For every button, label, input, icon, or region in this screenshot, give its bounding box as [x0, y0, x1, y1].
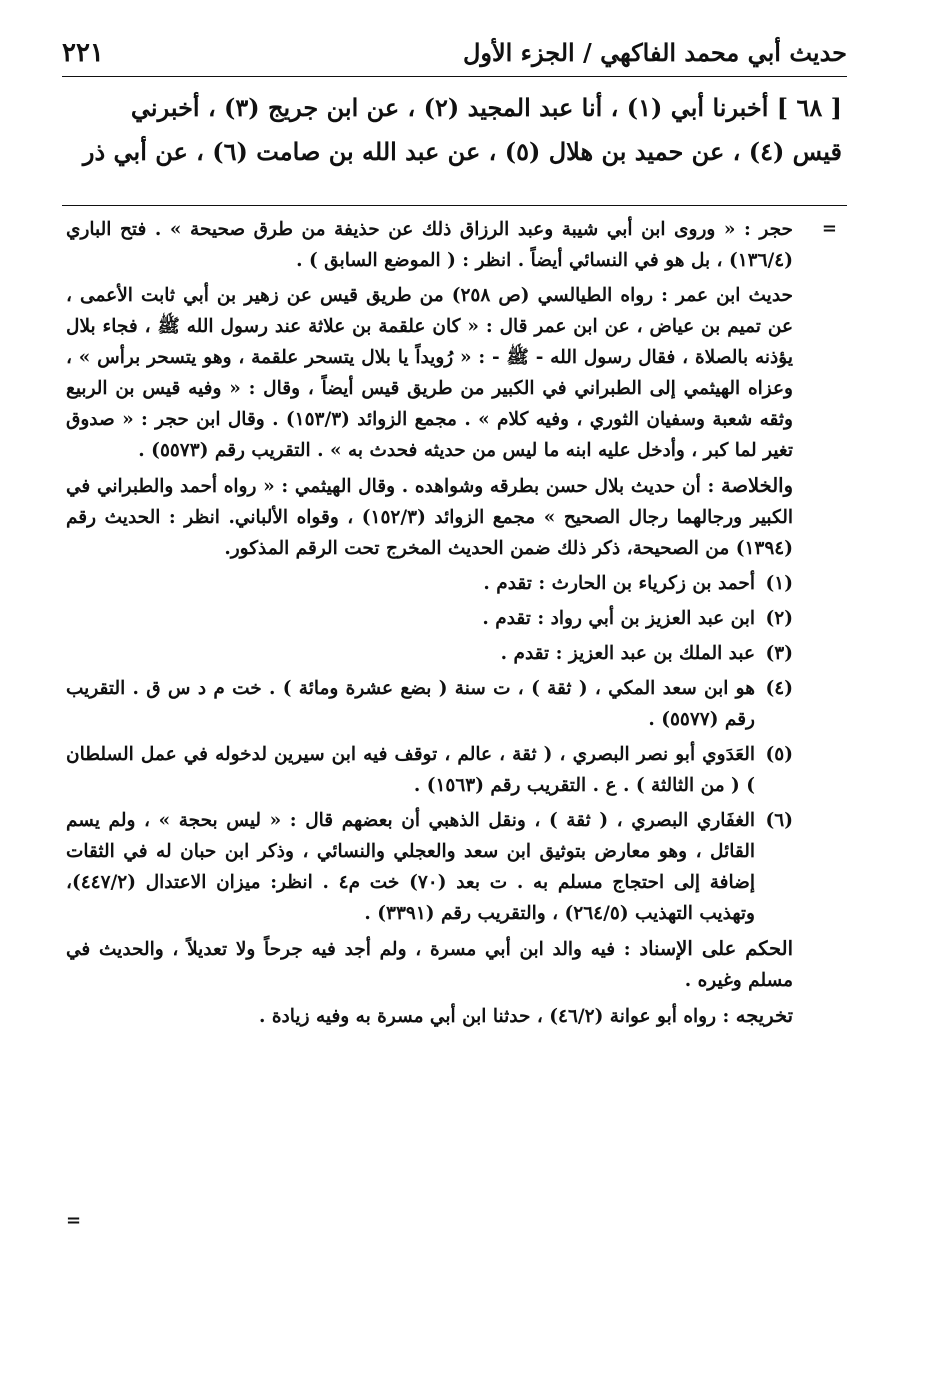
footnote-1: [66, 568, 793, 599]
footnote-text: الغفَاري البصري ، ( ثقة ) ، ونقل الذهبي أن بعضهم قال : « ليس بحجة » ، ولم يسم القائل ، وهو معارض بتوثيق ابن سعد والعجلي والنسائي ، وذكر ابن حبان له في الثقات إضافة إلى احتجاج مسلم به . ت بعد (٧٠) خت م٤ . انظر: ميزان الاعتدال (٤٤٧/٢)، وتهذيب التهذيب (٢٦٤/٥) ، والتقريب رقم (٣٣٩١) .: [66, 810, 755, 924]
footnote-number: (٢): [765, 608, 793, 629]
isnad-ruling-label: الحكم على الإسناد: [639, 937, 793, 960]
footnote-number: (٤): [765, 678, 793, 699]
footnote-text: ابن عبد العزيز بن أبي رواد : تقدم .: [482, 608, 755, 629]
footnote-text: العَدَوي أبو نصر البصري ، ( ثقة ، عالم ، توقف فيه ابن سيرين لدخوله في عمل السلطان ) ( من الثالثة ) . ع . التقريب رقم (١٥٦٣) .: [66, 744, 755, 796]
footnote-separator: [62, 205, 847, 206]
footnote-number: (١): [765, 573, 793, 594]
footnote-2: [66, 603, 793, 634]
isnad-ruling: [66, 933, 793, 996]
footnote-continuation: حجر : « وروى ابن أبي شيبة وعبد الرزاق ذلك عن حذيفة من طرق صحيحة » . فتح الباري (١٣٦/٤) ، بل هو في النسائي أيضاً . انظر : ( الموضع السابق ) .: [66, 219, 793, 271]
takhrij-label: تخريجه: [735, 1004, 793, 1027]
takhrij-text: : رواه أبو عوانة (٤٦/٢) ، حدثنا ابن أبي مسرة به وفيه زيادة .: [258, 1006, 730, 1027]
summary-label: والخلاصة: [720, 474, 793, 497]
footnote-6: [66, 805, 793, 929]
footnote-4: [66, 673, 793, 735]
footnote-text: هو ابن سعد المكي ، ( ثقة ) ، ت سنة ( بضع عشرة ومائة ) . خت م د س ق . التقريب رقم (٥٥٧٧) .: [66, 678, 755, 730]
summary-text: : أن حديث بلال حسن بطرقه وشواهده . وقال الهيثمي : « رواه أحمد والطبراني في الكبير ورجالهما رجال الصحيح » مجمع الزوائد (١٥٢/٣) ، وقواه الألباني. انظر : الحديث رقم (١٣٩٤) من الصحيحة، ذكر ذلك ضمن الحديث المخرج تحت الرقم المذكور.: [66, 476, 793, 559]
footnote-text: عبد الملك بن عبد العزيز : تقدم .: [500, 643, 755, 664]
main-text: [62, 86, 842, 174]
continued-mark: =: [66, 1210, 82, 1231]
page-header: [62, 34, 847, 74]
footnote-number: (٦): [765, 810, 793, 831]
running-title: حديث أبي محمد الفاكهي / الجزء الأول: [462, 38, 847, 67]
footnotes: [66, 214, 793, 1036]
footnote-number: (٥): [765, 744, 793, 765]
footnote-paragraph: [66, 470, 793, 564]
main-line: [ ٦٨ ] أخبرنا أبي (١) ، أنا عبد المجيد (٢) ، عن ابن جريج (٣) ، أخبرني: [130, 93, 842, 122]
footnote-text: أحمد بن زكرياء بن الحارث : تقدم .: [483, 573, 755, 594]
footnote-3: [66, 638, 793, 669]
main-line: قيس (٤) ، عن حميد بن هلال (٥) ، عن عبد الله بن صامت (٦) ، عن أبي ذر: [82, 137, 842, 166]
footnote-5: [66, 739, 793, 801]
continuation-mark: =: [821, 218, 837, 239]
footnote-number: (٣): [765, 643, 793, 664]
takhrij: [66, 1000, 793, 1032]
footnote-paragraph: حديث ابن عمر : رواه الطيالسي (ص ٢٥٨) من طريق قيس عن زهير بن أبي ثابت الأعمى ، عن تميم بن عياض ، عن ابن عمر قال : « كان علقمة بن علاثة عند رسول الله ﷺ ، فجاء بلال يؤذنه بالصلاة ، فقال رسول الله - ﷺ - : « رُويداً يا بلال يتسحر علقمة ، وهو يتسحر برأس » ، وعزاه الهيثمي إلى الطبراني في الكبير من طريق قيس أيضاً ، وقال : « وفيه قيس بن الربيع وثقه شعبة وسفيان الثوري ، وفيه كلام » . مجمع الزوائد (١٥٣/٣) . وقال ابن حجر : « صدوق تغير لما كبر ، وأدخل عليه ابنه ما ليس من حديثه فحدث به » . التقريب رقم (٥٥٧٣) .: [66, 285, 793, 461]
page-number: ٢٢١: [62, 38, 104, 68]
header-rule: [62, 76, 847, 77]
isnad-ruling-text: : فيه والد ابن أبي مسرة ، ولم أجد فيه جرحاً ولا تعديلاً ، والحديث في مسلم وغيره .: [66, 939, 793, 991]
